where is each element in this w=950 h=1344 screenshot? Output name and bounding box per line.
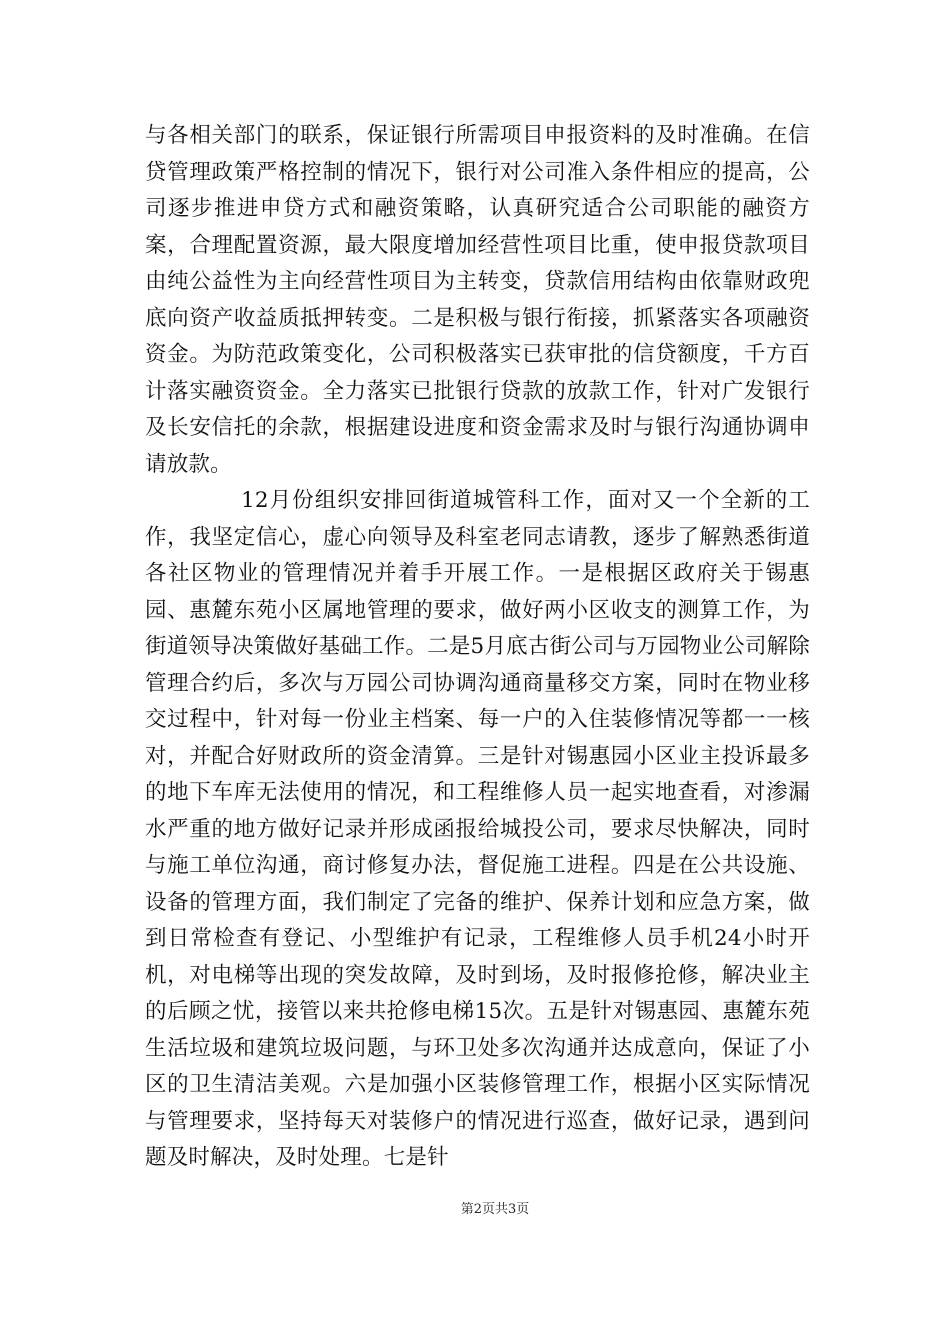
document-body xyxy=(145,118,810,1177)
paragraph-1: 与各相关部门的联系，保证银行所需项目申报资料的及时准确。在信贷管理政策严格控制的情况下，银行对公司准入条件相应的提高，公司逐步推进申贷方式和融资策略，认真研究适合公司职能的融资方案，合理配置资源，最大限度增加经营性项目比重，使申报贷款项目由纯公益性为主向经营性项目为主转变，贷款信用结构由依靠财政兜底向资产收益质抵押转变。二是积极与银行衔接，抓紧落实各项融资资金。为防范政策变化，公司积极落实已获审批的信贷额度，千方百计落实融资资金。全力落实已批银行贷款的放款工作，针对广发银行及长安信托的余款，根据建设进度和资金需求及时与银行沟通协调申请放款。 xyxy=(145,123,810,477)
page-footer: 第2页共3页 xyxy=(460,1202,530,1217)
paragraph-2: 12月份组织安排回街道城管科工作，面对又一个全新的工作，我坚定信心，虚心向领导及科室老同志请教，逐步了解熟悉街道各社区物业的管理情况并着手开展工作。一是根据区政府关于锡惠园、惠麓东苑小区属地管理的要求，做好两小区收支的测算工作，为街道领导决策做好基础工作。二是5月底古街公司与万园物业公司解除管理合约后，多次与万园公司协调沟通商量移交方案，同时在物业移交过程中，针对每一份业主档案、每一户的入住装修情况等都一一核对，并配合好财政所的资金清算。三是针对锡惠园小区业主投诉最多的地下车库无法使用的情况，和工程维修人员一起实地查看，对渗漏水严重的地方做好记录并形成函报给城投公司，要求尽快解决，同时与施工单位沟通，商讨修复办法，督促施工进程。四是在公共设施、设备的管理方面，我们制定了完备的维护、保养计划和应急方案，做到日常检查有登记、小型维护有记录，工程维修人员手机24小时开机，对电梯等出现的突发故障，及时到场，及时报修抢修，解决业主的后顾之忧，接管以来共抢修电梯15次。五是针对锡惠园、惠麓东苑生活垃圾和建筑垃圾问题，与环卫处多次沟通并达成意向，保证了小区的卫生清洁美观。六是加强小区装修管理工作，根据小区实际情况与管理要求，坚持每天对装修户的情况进行巡查，做好记录，遇到问题及时解决，及时处理。七是针 xyxy=(145,488,810,1170)
